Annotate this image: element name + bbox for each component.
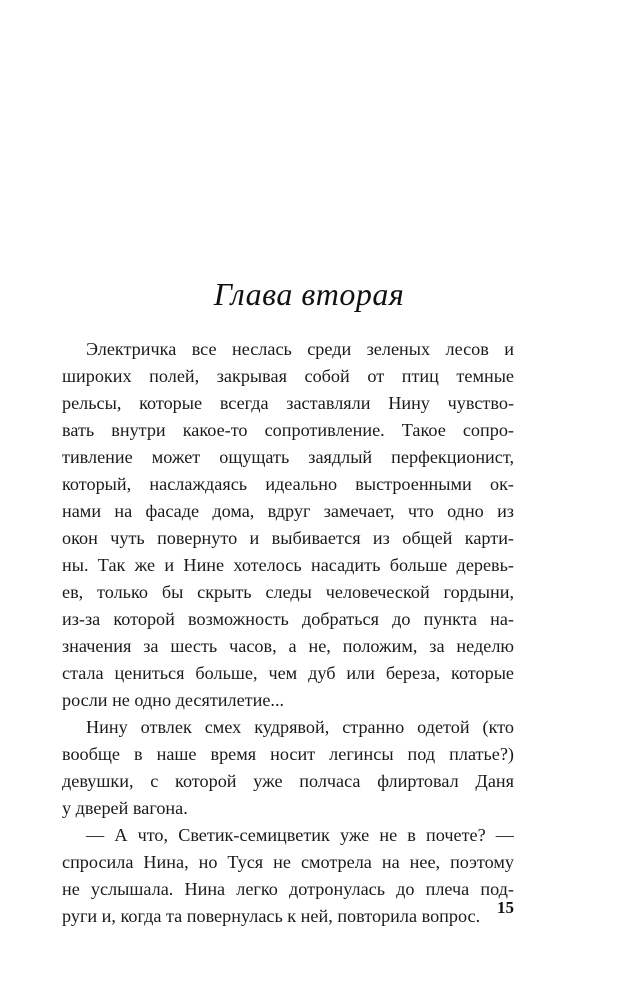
- text-line: ев, только бы скрыть следы человеческой гордыни,: [62, 582, 514, 602]
- text-line: у дверей вагона.: [62, 798, 188, 818]
- text-line: — А что, Светик-семицветик уже не в почете? —: [86, 825, 514, 845]
- text-line: спросила Нина, но Туся не смотрела на нее, поэтому: [62, 852, 514, 872]
- text-line: который, наслаждаясь идеально выстроенными ок-: [62, 474, 514, 494]
- text-line: значения за шесть часов, а не, положим, за неделю: [62, 636, 514, 656]
- text-line: не услышала. Нина легко дотронулась до плеча под-: [62, 879, 514, 899]
- text-line: рельсы, которые всегда заставляли Нину чувство-: [62, 393, 514, 413]
- page-number: 15: [497, 898, 514, 917]
- text-line: нами на фасаде дома, вдруг замечает, что одно из: [62, 501, 514, 521]
- text-line: широких полей, закрывая собой от птиц темные: [62, 366, 514, 386]
- text-line: из-за которой возможность добраться до пункта на-: [62, 609, 514, 629]
- chapter-title: Глава вторая: [213, 276, 405, 312]
- body-text: [62, 336, 514, 930]
- text-line: вообще в наше время носит легинсы под платье?): [62, 744, 514, 764]
- text-line: росли не одно десятилетие...: [62, 690, 285, 710]
- text-line: стала цениться больше, чем дуб или береза, которые: [62, 663, 514, 683]
- text-line: девушки, с которой уже полчаса флиртовал Даня: [62, 771, 514, 791]
- text-line: ны. Так же и Нине хотелось насадить больше деревь-: [62, 555, 514, 575]
- text-line: окон чуть повернуто и выбивается из общей карти-: [62, 528, 514, 548]
- text-line: вать внутри какое-то сопротивление. Такое сопро-: [62, 420, 514, 440]
- text-line: руги и, когда та повернулась к ней, повторила вопрос.: [62, 906, 481, 926]
- text-line: тивление может ощущать заядлый перфекционист,: [62, 447, 514, 467]
- text-line: Нину отвлек смех кудрявой, странно одетой (кто: [86, 717, 514, 737]
- text-line: Электричка все неслась среди зеленых лесов и: [86, 339, 514, 359]
